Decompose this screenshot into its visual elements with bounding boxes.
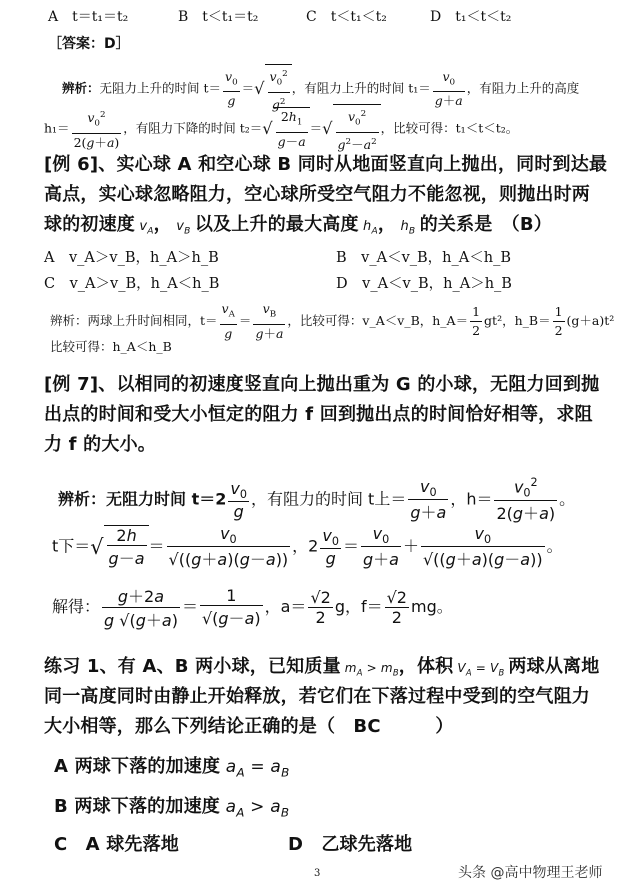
symbol-vA: $v_A$ [135,219,154,237]
exercise1-option-d: D 乙球先落地 [288,834,413,855]
text: 无阻力上升的时间 t＝ [99,80,222,96]
exercise1-line3: 大小相等，那么下列结论正确的是（ BC ） [44,716,454,737]
formula: $\frac{v_0}{g+a}$ [410,476,447,522]
analysis1-line1: 辨析：无阻力上升的时间 t＝ $\frac{v_0}{g}$ ＝√ $\frac{v_0^2}{g^2}$ ，有阻力上升的时间 t₁＝ $\frac{v_0}{g+a}$ ，有阻力上升的高度 [62,64,579,114]
text: ，2 [292,536,319,556]
symbol-hB: $h_B$ [396,219,416,237]
example6-line1: [例 6]、实心球 A 和空心球 B 同时从地面竖直向上抛出，同时到达最 [44,154,608,175]
formula-v0-over-g: $\frac{v_0}{g}$ [225,68,238,109]
analysis1-line2: h₁＝ $\frac{v_0^2}{2(g+a)}$ ，有阻力下降的时间 t₂＝√ $\frac{2h_1}{g-a}$ ＝√ $\frac{v_0^2}{g^2-a^2}$ ，比较可得：t₁＜t＜t₂。 [44,104,518,154]
text: 辨析：两球上升时间相同，t＝ [50,312,218,328]
formula: $\frac{v_0}{g}$ [322,526,339,569]
example7-analysis-line1 [58,476,575,524]
text: ，体积 [398,656,454,677]
formula: $a_A > a_B$ [220,797,290,820]
example6-option-d: D v_A＜v_B，h_A＞h_B [336,276,512,292]
text: (g＋a)t² [566,312,615,328]
example6-line3 [44,210,552,247]
text: mg。 [410,597,453,616]
text: 练习 1、有 A、B 两小球，已知质量 [44,656,341,677]
text: ，h＝ [450,489,493,509]
option-b: B t＜t₁＝t₂ [178,9,259,25]
exercise1-option-b [54,792,289,827]
formula-mass: $m_A > m_B$ [340,661,399,678]
example6-option-b: B v_A＜v_B，h_A＜h_B [336,250,511,266]
text: ，a＝ [264,597,307,616]
example6-option-a: A v_A＞v_B，h_A＞h_B [44,250,219,266]
formula: $\frac{v_0}{√((g+a)(g-a))}$ [422,524,543,570]
text: ，比较可得：t₁＜t＜t₂。 [380,120,519,136]
exercise1-option-c: C A 球先落地 [54,834,180,855]
formula: $\frac{1}{2}$ [472,303,481,338]
formula: $a_A = a_B$ [220,757,290,780]
formula-sqrt: √ $\frac{2h}{g-a}$ [90,525,148,569]
symbol-hA: $h_A$ [358,219,378,237]
watermark: 头条 @高中物理王老师 [458,865,603,881]
formula: $\frac{v_0}{g+a}$ [434,68,463,109]
text: ，比较可得：v_A＜v_B，h_A＝ [287,312,469,328]
example6-line2: 高点，实心球忽略阻力，空心球所受空气阻力不能忽视，则抛出时两 [44,184,590,205]
formula: $\frac{v_0^2}{2(g+a)}$ [73,110,120,150]
text: 的关系是 （B） [419,214,553,235]
text: 。 [559,489,576,509]
example7-line1: [例 7]、以相同的初速度竖直向上抛出重为 G 的小球，无阻力回到抛 [44,374,600,395]
formula: $\frac{v_A}{g}$ [221,301,235,341]
text: gt²，h_B＝ [484,312,551,328]
symbol-vB: $v_B$ [171,219,191,237]
page-number: 3 [314,868,321,879]
text: 辨析：无阻力时间 t＝2 [58,489,227,509]
exercise1-option-a [54,752,289,787]
text: t下＝ [52,536,91,556]
example7-line2: 出点的时间和受大小恒定的阻力 f 回到抛出点的时间恰好相等，求阻 [44,404,593,425]
text: ，有阻力的时间 t上＝ [250,489,407,509]
formula: $\frac{v_0^2}{2(g+a)}$ [496,476,556,523]
formula: $\frac{g+2a}{g √(g+a)}$ [104,587,178,630]
text: 解得： [52,597,101,616]
formula: $\frac{v_0}{g+a}$ [362,524,399,570]
text: g，f＝ [334,597,383,616]
text: A 两球下落的加速度 [54,756,221,777]
example7-analysis-line3: 解得： $\frac{g+2a}{g √(g+a)}$ ＝ $\frac{1}{√(g-a)}$ ，a＝ $\frac{√2}{2}$ g，f＝ $\frac{√2}{2}$ mg。 [52,586,453,630]
text: B 两球下落的加速度 [54,796,220,817]
example7-line3: 力 f 的大小。 [44,434,156,455]
option-d: D t₁＜t＜t₂ [430,9,512,25]
formula: $\frac{v_0}{g}$ [230,478,247,521]
example7-analysis-line2: t下＝√ $\frac{2h}{g-a}$ ＝ $\frac{v_0}{√((g+a)(g-a))}$ ，2 $\frac{v_0}{g}$ ＝ $\frac{v_0}{g+a}$ ＋ $\frac{v_0}{√((g+a)(g-a))}$ 。 [52,524,563,570]
option-c: C t＜t₁＜t₂ [306,9,387,25]
text: 球的初速度 [44,214,135,235]
answer-label: ［答案：D］ [48,36,130,52]
example6-analysis-line2: 比较可得：h_A＜h_B [50,339,172,354]
example6-option-c: C v_A＞v_B，h_A＜h_B [44,276,220,292]
analysis-label: 辨析： [62,80,100,96]
formula: $\frac{v_B}{g+a}$ [255,301,284,341]
formula: $\frac{1}{2}$ [554,303,563,338]
text: ，有阻力上升的高度 [466,80,580,96]
text: 以及上升的最大高度 [194,214,359,235]
formula: $\frac{1}{√(g-a)}$ [201,586,261,628]
text: 两球从离地 [508,656,600,677]
text: ，有阻力下降的时间 t₂＝ [123,120,263,136]
formula: $\frac{v_0}{√((g+a)(g-a))}$ [168,524,289,570]
text: 。 [546,536,563,556]
formula: $\frac{√2}{2}$ [386,588,407,627]
formula-sqrt: √ $\frac{2h_1}{g-a}$ [262,107,309,151]
option-a: A t＝t₁＝t₂ [48,9,129,25]
example6-analysis: 辨析：两球上升时间相同，t＝ $\frac{v_A}{g}$ ＝ $\frac{v_B}{g+a}$ ，比较可得：v_A＜v_B，h_A＝ $\frac{1}{2}$ gt²，h_B＝ $\frac{1}{2}$ (g＋a)t² [50,301,615,341]
text: h₁＝ [44,120,70,136]
exercise1-line2: 同一高度同时由静止开始释放，若它们在下落过程中受到的空气阻力 [44,686,590,707]
formula: $\frac{√2}{2}$ [310,588,331,627]
formula-volume: $V_A = V_B$ [453,661,505,678]
text: ，有阻力上升的时间 t₁＝ [291,80,431,96]
text: ， [377,214,397,235]
text: ， [153,214,172,235]
formula-sqrt: √ $\frac{v_0^2}{g^2-a^2}$ [322,104,381,154]
formula-sqrt: √ $\frac{v_0^2}{g^2}$ [254,64,292,114]
